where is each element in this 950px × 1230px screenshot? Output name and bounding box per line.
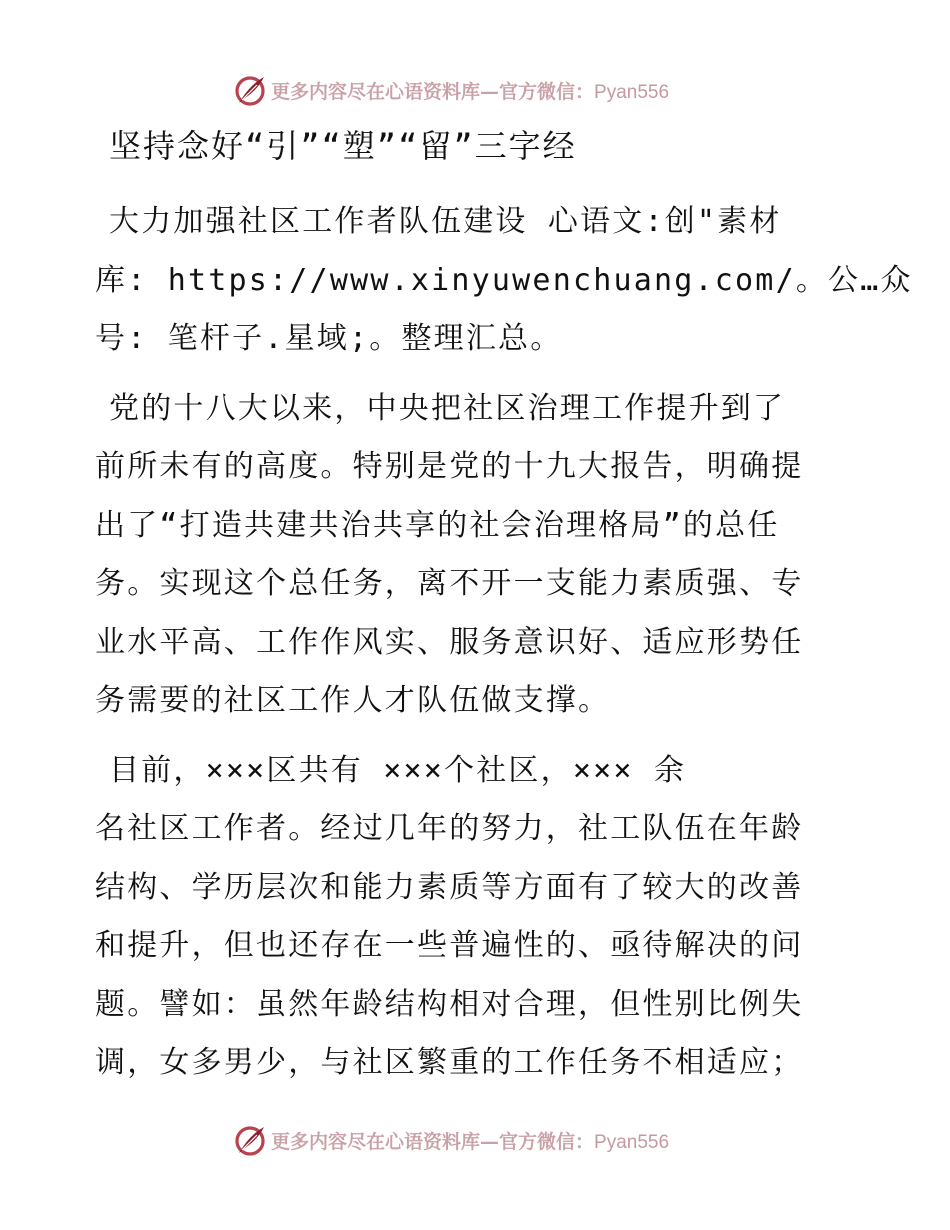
paragraph-2 <box>95 380 855 731</box>
paragraph-line: 业水平高、工作作风实、服务意识好、适应形势任 <box>95 624 804 660</box>
footer-banner <box>233 1120 669 1160</box>
paragraph-line: 调，女多男少，与社区繁重的工作任务不相适应； <box>95 1045 804 1080</box>
document-body <box>95 117 913 1093</box>
paragraph-line: 务。实现这个总任务，离不开一支能力素质强、专 <box>95 566 804 601</box>
paragraph-line: 务需要的社区工作人才队伍做支撑。 <box>95 683 611 718</box>
feather-pen-icon <box>233 1123 267 1157</box>
header-banner <box>233 70 669 110</box>
paragraph-line: 名社区工作者。经过几年的努力，社工队伍在年龄 <box>95 811 804 846</box>
feather-pen-icon <box>233 73 267 107</box>
paragraph-1 <box>95 193 913 369</box>
banner-wechat-id: Pyan556 <box>594 81 670 103</box>
paragraph-line: 号: 笔杆子.星域;。整理汇总。 <box>95 321 563 356</box>
paragraph-line: 出了“打造共建共治共享的社会治理格局”的总任 <box>95 507 780 543</box>
paragraph-line: 前所未有的高度。特别是党的十九大报告，明确提 <box>95 449 804 484</box>
paragraph-line: 题。譬如：虽然年龄结构相对合理，但性别比例失 <box>95 986 804 1022</box>
paragraph-line: 结构、学历层次和能力素质等方面有了较大的改善 <box>95 869 804 905</box>
paragraph-line: 库: https://www.xinyuwenchuang.com/。公…众 <box>95 262 913 298</box>
document-title: 坚持念好“引”“塑”“留”三字经 <box>109 127 577 165</box>
paragraph-3 <box>95 742 855 1093</box>
banner-text: 更多内容尽在心语资料库—官方微信：Pyan556 <box>271 80 670 103</box>
paragraph-line: 和提升，但也还存在一些普遍性的、亟待解决的问 <box>95 928 804 963</box>
paragraph-line: 党的十八大以来，中央把社区治理工作提升到了 <box>109 390 786 426</box>
paragraph-line: 目前，×××区共有 ×××个社区，××× 余 <box>109 752 687 788</box>
banner-text: 更多内容尽在心语资料库—官方微信：Pyan556 <box>271 1130 670 1153</box>
banner-wechat-id: Pyan556 <box>594 1131 670 1153</box>
paragraph-line: 大力加强社区工作者队伍建设 心语文:创"素材 <box>109 204 782 239</box>
